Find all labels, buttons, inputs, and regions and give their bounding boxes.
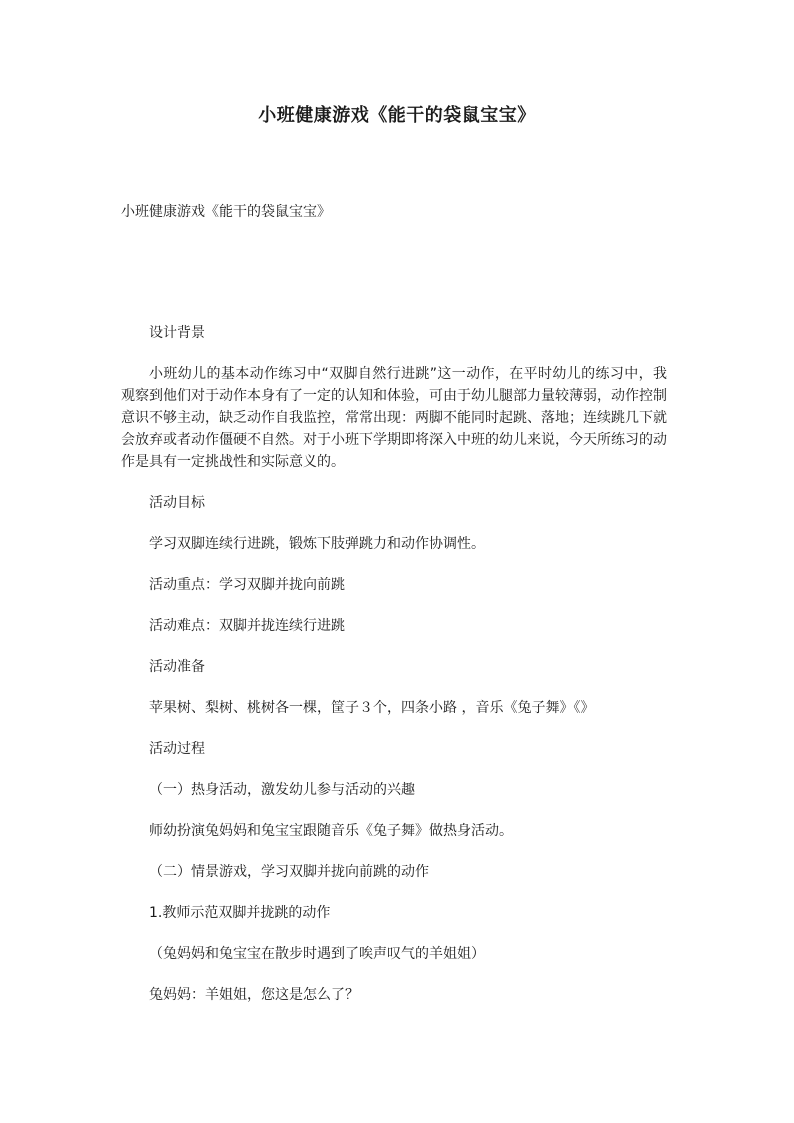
- document-title: 小班健康游戏《能干的袋鼠宝宝》: [258, 105, 536, 126]
- paragraph-dialogue: 兔妈妈：羊姐姐，您这是怎么了？: [149, 987, 359, 1003]
- paragraph-background: 小班幼儿的基本动作练习中“双脚自然行进跳”这一动作，在平时幼儿的练习中，我观察到他们对于动作本身有了一定的认知和体验，可由于幼儿腿部力量较薄弱，动作控制意识不够主动，缺乏动作自我监控，常常出现：两脚不能同时起跳、落地；连续跳几下就会放弃或者动作僵硬不自然。对于小班下学期即将深入中班的幼儿来说，今天所练习的动作是具有一定挑战性和实际意义的。: [121, 366, 667, 470]
- section-heading-process: 活动过程: [149, 741, 205, 757]
- section-heading-design-background: 设计背景: [149, 325, 205, 341]
- paragraph-difficulty: 活动难点：双脚并拢连续行进跳: [149, 618, 345, 634]
- paragraph-step-two-one: 1.教师示范双脚并拢跳的动作: [149, 905, 331, 921]
- paragraph-objective: 学习双脚连续行进跳，锻炼下肢弹跳力和动作协调性。: [149, 536, 485, 552]
- section-heading-preparation: 活动准备: [149, 659, 205, 675]
- document-subtitle: 小班健康游戏《能干的袋鼠宝宝》: [121, 204, 331, 220]
- document-body: [121, 322, 667, 1025]
- section-heading-objectives: 活动目标: [149, 495, 205, 511]
- paragraph-step-one-heading: （一）热身活动，激发幼儿参与活动的兴趣: [149, 782, 415, 798]
- paragraph-key-point: 活动重点：学习双脚并拢向前跳: [149, 577, 345, 593]
- paragraph-step-one: 师幼扮演兔妈妈和兔宝宝跟随音乐《兔子舞》做热身活动。: [149, 823, 513, 839]
- paragraph-step-two-heading: （二）情景游戏，学习双脚并拢向前跳的动作: [149, 864, 429, 880]
- paragraph-preparation: 苹果树、梨树、桃树各一棵，筐子３个，四条小路 ，音乐《兔子舞》《》: [149, 700, 595, 716]
- paragraph-scene: （兔妈妈和兔宝宝在散步时遇到了唉声叹气的羊姐姐）: [149, 946, 485, 962]
